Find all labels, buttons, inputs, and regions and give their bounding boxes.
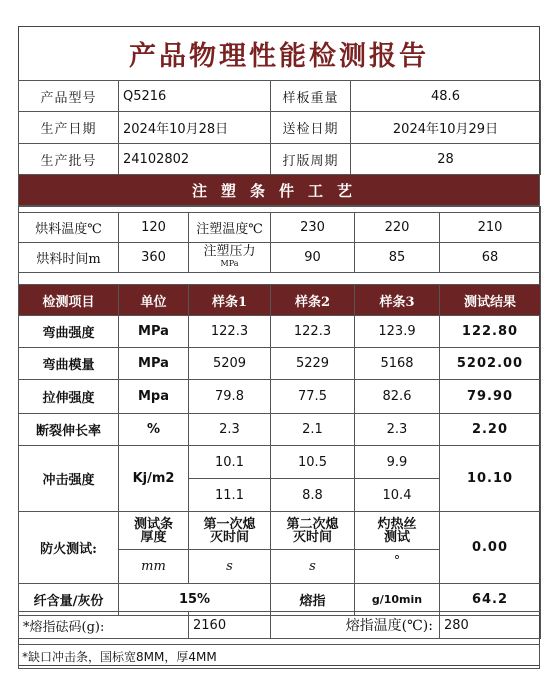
impact-r2-s2: 8.8 bbox=[271, 479, 355, 512]
process-banner: 注塑条件工艺 bbox=[18, 174, 540, 206]
row-s3: 2.3 bbox=[355, 414, 440, 446]
row-item: 断裂伸长率 bbox=[19, 414, 119, 446]
inj-temp-value-2: 220 bbox=[355, 213, 440, 243]
header-item: 检测项目 bbox=[19, 285, 119, 316]
header-sample-3: 样条3 bbox=[355, 285, 440, 316]
fiber-label: 纤含量/灰份 bbox=[19, 584, 119, 616]
dry-time-label: 烘料时间m bbox=[19, 243, 119, 273]
melt-weight-label: *熔指砝码(g): bbox=[19, 612, 189, 639]
row-result: 5202.00 bbox=[440, 348, 541, 380]
melt-weight-value: 2160 bbox=[189, 612, 271, 639]
header-unit: 单位 bbox=[119, 285, 189, 316]
footnote-text: *缺口冲击条，国标宽8MM，厚4MM bbox=[22, 650, 217, 664]
model-value: Q5216 bbox=[119, 81, 271, 112]
impact-item: 冲击强度 bbox=[19, 446, 119, 512]
fire-v4: ° bbox=[355, 550, 440, 584]
row-result: 122.80 bbox=[440, 316, 541, 348]
row-s1: 2.3 bbox=[189, 414, 271, 446]
inj-temp-label: 注塑温度℃ bbox=[189, 213, 271, 243]
table-row bbox=[19, 316, 541, 348]
header-sample-2: 样条2 bbox=[271, 285, 355, 316]
row-unit: MPa bbox=[119, 348, 189, 380]
row-s1: 79.8 bbox=[189, 380, 271, 414]
row-unit: MPa bbox=[119, 316, 189, 348]
send-value: 2024年10月29日 bbox=[351, 112, 541, 144]
test-results-table bbox=[18, 284, 541, 616]
inj-temp-value-1: 230 bbox=[271, 213, 355, 243]
impact-unit: Kj/m2 bbox=[119, 446, 189, 512]
melt-value: 64.2 bbox=[440, 584, 541, 616]
inj-press-value-3: 68 bbox=[440, 243, 541, 273]
row-unit: Mpa bbox=[119, 380, 189, 414]
dry-time-value: 360 bbox=[119, 243, 189, 273]
report-title: 产品物理性能检测报告 bbox=[129, 40, 429, 72]
table-row bbox=[19, 348, 541, 380]
row-s2: 77.5 bbox=[271, 380, 355, 414]
fire-v1: mm bbox=[119, 550, 189, 584]
fire-v2: s bbox=[189, 550, 271, 584]
header-sample-1: 样条1 bbox=[189, 285, 271, 316]
table-row bbox=[19, 414, 541, 446]
melt-temp-label: 熔指温度(℃): bbox=[271, 612, 440, 639]
model-label: 产品型号 bbox=[19, 81, 119, 112]
row-result: 2.20 bbox=[440, 414, 541, 446]
product-info-table bbox=[18, 80, 541, 175]
process-table bbox=[18, 206, 541, 289]
fire-row-1 bbox=[19, 512, 541, 550]
impact-row-1 bbox=[19, 446, 541, 479]
cycle-label: 打版周期 bbox=[271, 144, 351, 175]
header-result: 测试结果 bbox=[440, 285, 541, 316]
date-value: 2024年10月28日 bbox=[119, 112, 271, 144]
batch-value: 24102802 bbox=[119, 144, 271, 175]
impact-r1-s3: 9.9 bbox=[355, 446, 440, 479]
report-title-box bbox=[18, 26, 540, 80]
row-s3: 82.6 bbox=[355, 380, 440, 414]
fire-col-thickness: 测试条厚度 bbox=[119, 512, 189, 550]
row-s2: 2.1 bbox=[271, 414, 355, 446]
weight-value: 48.6 bbox=[351, 81, 541, 112]
row-s3: 5168 bbox=[355, 348, 440, 380]
row-s3: 123.9 bbox=[355, 316, 440, 348]
fire-result: 0.00 bbox=[440, 512, 541, 584]
inj-press-label: 注塑压力 bbox=[203, 243, 256, 259]
row-s2: 5229 bbox=[271, 348, 355, 380]
fire-v3: s bbox=[271, 550, 355, 584]
fiber-value: 15% bbox=[119, 584, 271, 616]
melt-unit: g/10min bbox=[355, 584, 440, 616]
inj-press-value-1: 90 bbox=[271, 243, 355, 273]
dry-temp-value: 120 bbox=[119, 213, 189, 243]
row-item: 拉伸强度 bbox=[19, 380, 119, 414]
table-row bbox=[19, 380, 541, 414]
impact-r2-s3: 10.4 bbox=[355, 479, 440, 512]
footnote bbox=[18, 644, 540, 669]
row-s2: 122.3 bbox=[271, 316, 355, 348]
row-unit: % bbox=[119, 414, 189, 446]
inj-press-value-2: 85 bbox=[355, 243, 440, 273]
inj-press-unit: MPa bbox=[220, 258, 239, 268]
weight-label: 样板重量 bbox=[271, 81, 351, 112]
dry-temp-label: 烘料温度℃ bbox=[19, 213, 119, 243]
melt-label: 熔指 bbox=[271, 584, 355, 616]
test-header-row bbox=[19, 285, 541, 316]
inj-press-cell bbox=[189, 243, 271, 273]
row-item: 弯曲强度 bbox=[19, 316, 119, 348]
fire-col-first: 第一次熄灭时间 bbox=[189, 512, 271, 550]
fire-item: 防火测试: bbox=[19, 512, 119, 584]
row-item: 弯曲模量 bbox=[19, 348, 119, 380]
impact-r1-s2: 10.5 bbox=[271, 446, 355, 479]
impact-result: 10.10 bbox=[440, 446, 541, 512]
row-result: 79.90 bbox=[440, 380, 541, 414]
inj-temp-value-3: 210 bbox=[440, 213, 541, 243]
batch-label: 生产批号 bbox=[19, 144, 119, 175]
fire-col-glow: 灼热丝测试 bbox=[355, 512, 440, 550]
row-s1: 122.3 bbox=[189, 316, 271, 348]
impact-r1-s1: 10.1 bbox=[189, 446, 271, 479]
melt-weight-table bbox=[18, 611, 541, 639]
date-label: 生产日期 bbox=[19, 112, 119, 144]
impact-r2-s1: 11.1 bbox=[189, 479, 271, 512]
send-label: 送检日期 bbox=[271, 112, 351, 144]
row-s1: 5209 bbox=[189, 348, 271, 380]
melt-temp-value: 280 bbox=[440, 612, 541, 639]
cycle-value: 28 bbox=[351, 144, 541, 175]
fire-col-second: 第二次熄灭时间 bbox=[271, 512, 355, 550]
